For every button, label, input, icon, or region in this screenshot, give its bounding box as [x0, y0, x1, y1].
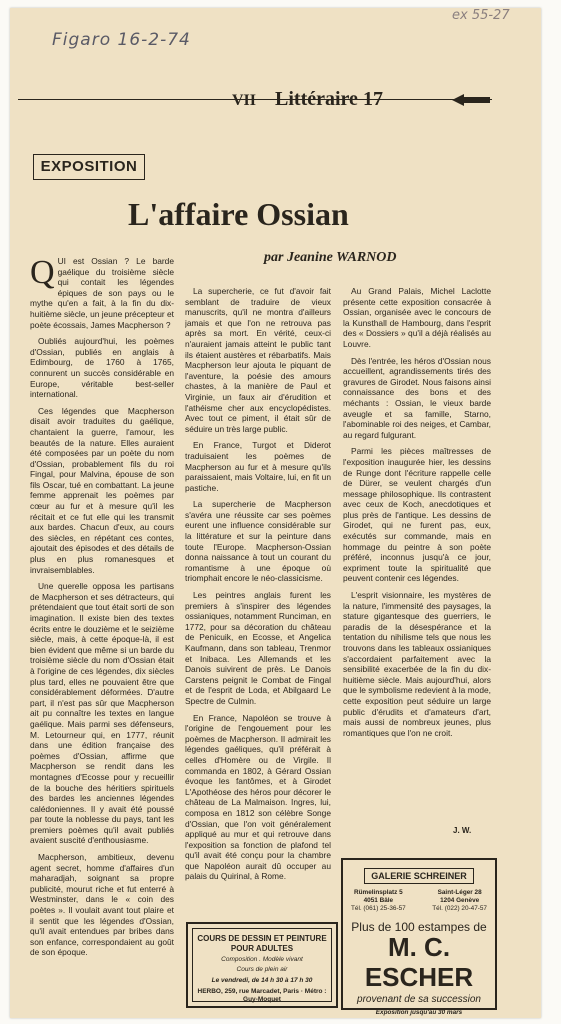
address-basel: Rümelinsplatz 5 4051 Bâle Tél. (061) 25-36-57	[351, 889, 406, 912]
ad-tagline: Plus de 100 estampes de	[351, 920, 487, 935]
section-title: Littéraire	[275, 88, 358, 110]
paragraph: Dès l'entrée, les héros d'Ossian nous accueillent, agrandissements tirés des gravures de Girodet. Nous faisons ainsi connaissance des bons et des méchants : Ossian, le vieux barde aveugle et sa famille, Starno, l'abominable roi des neiges, et Cambar, au regard fulgurant.	[343, 355, 491, 440]
paragraph: En France, Turgot et Diderot traduisaient les poèmes de Macpherson au fur et à mesure qu'ils paraissaient, mais Voltaire, lui, en fit un pastiche.	[185, 440, 331, 493]
artist-name: M. C. ESCHER	[364, 932, 474, 993]
article-column-1	[30, 256, 174, 1008]
paragraph: Macpherson, ambitieux, devenu agent secret, homme d'affaires d'un maharadjah, soignant sa propre publicité, mourut riche et fut enterré à Westminster, dans le « coin des poètes ». Il voulait avant tout plaire et il sentit que les légendes d'Ossian, qu'il avait entendues par bribes dans son enfance, correspondaient au goût de son époque.	[30, 852, 174, 958]
paragraph: La supercherie de Macpherson s'avéra une réussite car ses poèmes eurent une influence considérable sur la littérature et sur la peinture dans toute l'Europe. Macpherson-Ossian donna naissance à tout un courant du romantisme à une époque où triomphait encore le néo-classicisme.	[185, 499, 331, 584]
article-byline: par Jeanine WARNOD	[264, 250, 397, 265]
ad-subjects: Composition . Modèle vivant	[221, 956, 303, 963]
dropcap: Q	[30, 256, 55, 291]
ad-outdoor: Cours de plein air	[236, 966, 288, 973]
paragraph: La supercherie, ce fut d'avoir fait semblant de traduire de vieux manuscrits, qu'il ne montra d'ailleurs jamais et que l'on ne retrouva pas après sa mort. En vérité, ceux-ci n'auraient jamais atteint le public tant ils étaient austères et rébarbatifs. Mais Macpherson leur ajouta le piquant de l'aventure, la poésie des amours chastes, à la manière de Paul et Virginie, un faux air d'érudition et l'athéisme cher aux encyclopédistes. Avec tout ce piment, il était sûr de séduire un très large public.	[185, 286, 331, 434]
paragraph: Oubliés aujourd'hui, les poèmes d'Ossian, publiés en anglais à Edimbourg, de 1760 à 1765, connurent un succès considérable en Europe, véritable best-seller international.	[30, 336, 174, 400]
paragraph: QUI est Ossian ? Le barde gaélique du troisième siècle qui contait les légendes épiques de son pays ou le mythe qu'en a fait, à la fin du dix-huitième siècle, un jeune précepteur et poète écossais, James Macpherson ?	[30, 256, 174, 330]
page-number: 17	[362, 88, 383, 110]
arrow-left-icon	[452, 94, 490, 106]
ad-inner-frame	[192, 928, 332, 1002]
ad-provenance: provenant de sa succession	[357, 994, 481, 1006]
paragraph: L'esprit visionnaire, les mystères de la nature, l'immensité des paysages, la stature gigantesque des guerriers, le paradis de la désespérance et la tentation du nihilisme tels que nous les trouvons dans les tableaux ossianiques s'accordaient parfaitement avec la sensibilité exacerbée de la fin du dix-huitième siècle. Mais aujourd'hui, alors que le symbolisme redevient à la mode, cette exposition peut séduire un large public d'érudits et d'amateurs d'art, mais aussi de nombreux jeunes, plus romantiques que l'on ne croit.	[343, 590, 491, 738]
paragraph: Les peintres anglais furent les premiers à s'inspirer des légendes ossianiques, notamment Runciman, en 1772, pour sa décoration du château de Penicuik, en Ecosse, et Angelica Kaufmann, dans son tableau, Trenmor et Inibaca. Les Allemands et les Danois suivirent de près. Le Danois Carstens peignit le Combat de Fingal et de l'esprit de Loda, et Abilgaard Le Spectre de Culmin.	[185, 590, 331, 706]
paragraph: Parmi les pièces maîtresses de l'exposition inaugurée hier, les dessins de Runge dont l'écriture rappelle celle de Dürer, se veulent chargés d'un message philosophique. Ils contrastent avec ceux de Koch, anecdotiques et plus près de l'antique. Les dessins de Girodet, qui ne furent pas, eux, exécutés sur commande, mais en hommage du peintre à son poète préféré, inconnus jusqu'à ce jour, expriment toute la spiritualité que peuvent contenir ces légendes.	[343, 446, 491, 584]
article-title: L'affaire Ossian	[128, 196, 349, 232]
ad-address: HERBO, 259, rue Marcadet, Paris · Métro : Guy-Moquet	[197, 988, 327, 1003]
author-signature: J. W.	[453, 826, 472, 835]
article-column-3	[343, 286, 491, 812]
paragraph: Au Grand Palais, Michel Laclotte présente cette exposition consacrée à Ossian, organisée avec le concours de la Kunsthall de Hambourg, dans l'esprit des « Dossiers » qu'il a déjà réalisés au Louvre.	[343, 286, 491, 349]
paragraph: Ces légendes que Macpherson disait avoir traduites du gaélique, chantaient la guerre, l'amour, les beautés de la nature. Elles auraient été composées par un poète du nom d'Ossian, probablement fils du roi Fingal, pour Malvina, épouse de son fils Oscar, tué en combattant. La jeune femme apprenait les poèmes par cœur au fur et à mesure qu'il les récitait et ce fut elle qui les transmit aux bardes. Chacun d'eux, au cours des siècles, en répétant ces contes, ajoutait des épisodes et des détails de plus en plus romanesques et invraisemblables.	[30, 405, 174, 575]
handwritten-reference: ex 55-27	[452, 8, 510, 23]
ad-heading: COURS DE DESSIN ET PEINTURE POUR ADULTES	[197, 934, 327, 953]
page-header	[232, 88, 383, 111]
page-roman-numeral: VII	[232, 92, 257, 109]
ad-schedule: Le vendredi, de 14 h 30 à 17 h 30	[211, 977, 313, 984]
gallery-name: GALERIE SCHREINER	[364, 868, 474, 884]
paragraph: Une querelle opposa les partisans de Macpherson et ses détracteurs, qui prétendaient que tout était sorti de son imagination. Il existe bien des textes écrits entre le douzième et le seizième siècle, mais, à cette époque-là, il est bien évident que même si un barde du troisième siècle du nom d'Ossian était à l'origine de ces légendes, dix siècles plus tard, elles ne pouvaient être que considérablement déformées. D'autre part, il n'est pas sûr que Macpherson ait pu connaître les textes en langue gaélique. Mais parmi ses défenseurs, M. Letourneur qui, en 1777, réunit dans une édition française des poèmes d'Ossian, affirme que Macpherson se rendit dans les montagnes d'Ecosse pour y recueillir de la bouche des héritiers spirituels des bardes les anciennes légendes calédoniennes. Il y avait été poussé par toute la noblesse du pays, tant les premiers poèmes qu'il avait publiés avaient suscité d'enthousiasme.	[30, 581, 174, 846]
gallery-ad	[341, 858, 497, 1017]
drawing-course-ad	[186, 922, 338, 1008]
handwritten-date: Figaro 16-2-74	[52, 30, 191, 50]
gallery-addresses	[343, 884, 495, 912]
category-label: EXPOSITION	[33, 154, 145, 180]
address-geneva: Saint-Léger 28 1204 Genève Tél. (022) 20-47-57	[432, 889, 487, 912]
paragraph: En France, Napoléon se trouve à l'origine de l'engouement pour les poèmes de Macpherson. Il admirait les légendes gaéliques, qu'il préférait à celles d'Homère ou de Virgile. Il commanda en 1802, à Gérard Ossian évoque les fantômes, et à Girodet L'Apothéose des héros pour décorer le château de La Malmaison. Ingres, lui, composa en 1812 son célèbre Songe d'Ossian, que l'on voit généralement appliqué au mur et qui retrouve dans l'exposition sa fonction de plafond tel qu'il avait été conçu pour la chambre que Napoléon aurait dû occuper au palais du Quirinal, à Rome.	[185, 712, 331, 882]
article-column-2	[185, 286, 331, 916]
ad-exhibition-dates: Exposition jusqu'au 30 mars	[375, 1009, 463, 1017]
